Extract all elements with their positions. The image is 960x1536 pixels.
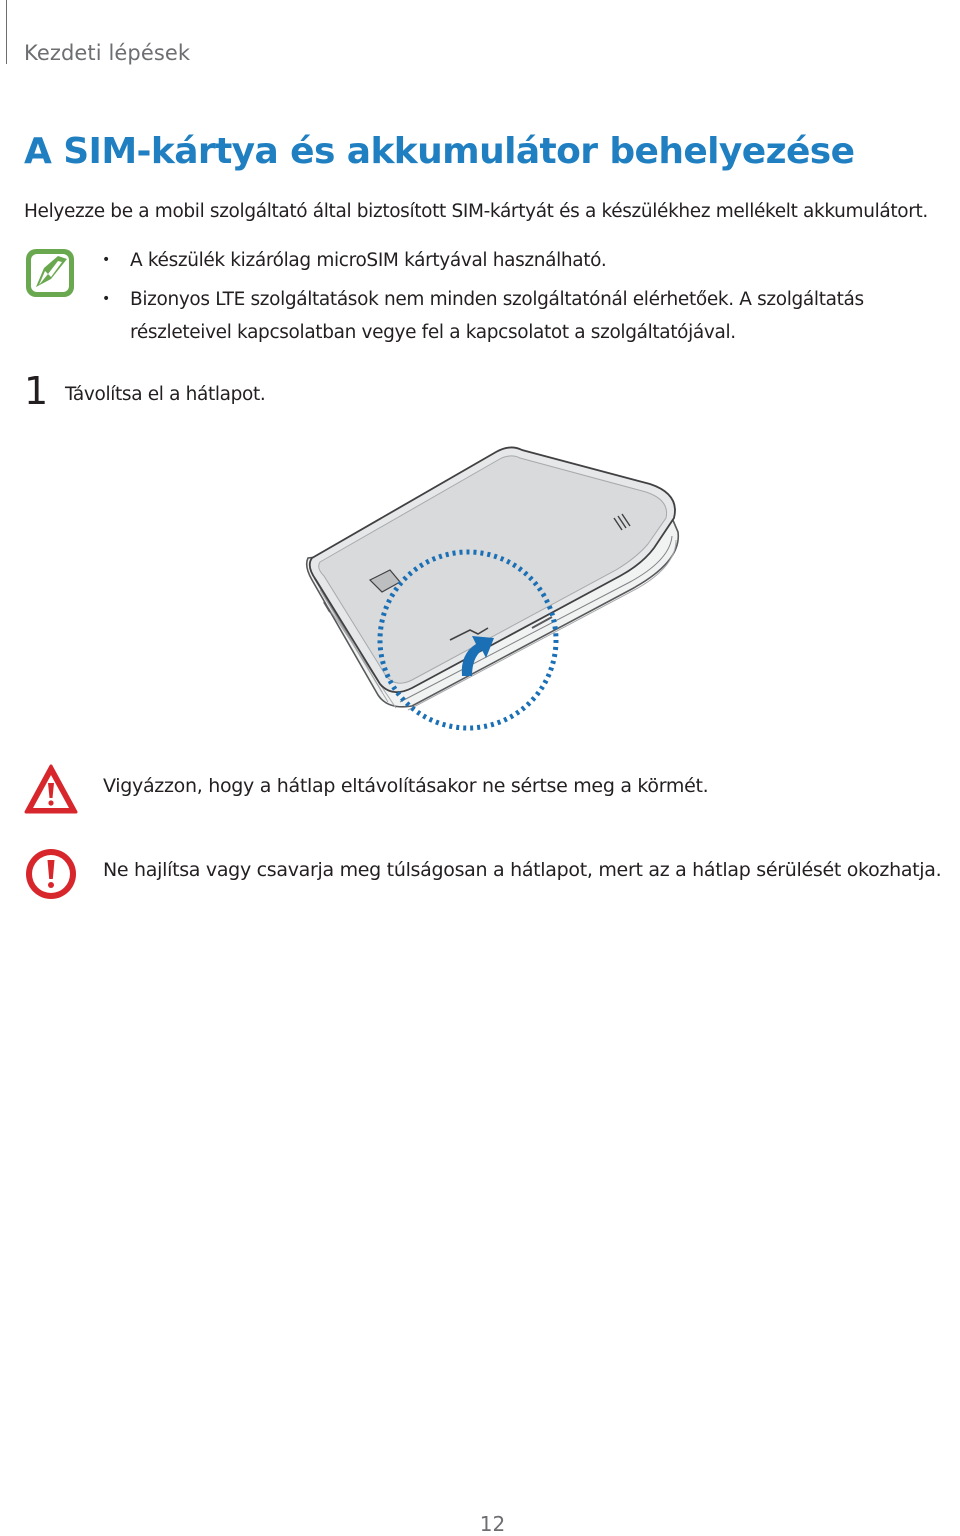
warning-text: Vigyázzon, hogy a hátlap eltávolításakor ne sértse meg a körmét. [103,775,709,797]
step-1 [24,369,924,419]
bullet-icon: • [102,291,110,307]
warning-2 [24,847,942,907]
note-item-text: Bizonyos LTE szolgáltatások nem minden szolgáltatónál elérhetőek. A szolgáltatás részleteivel kapcsolatban vegye fel a kapcsolatot a szolgáltatójával. [130,289,864,343]
warning-triangle-icon [24,763,78,817]
page-number: 12 [479,1512,506,1536]
warning-1 [24,763,934,823]
section-header: Kezdeti lépések [24,41,191,65]
caution-circle-icon [24,847,78,901]
note-item [100,244,920,277]
page-corner-line [6,0,7,64]
page-title: A SIM-kártya és akkumulátor behelyezése [24,131,855,172]
warning-text: Ne hajlítsa vagy csavarja meg túlságosan a hátlapot, mert az a hátlap sérülését okozhatja. [103,859,942,881]
step-text: Távolítsa el a hátlapot. [65,384,266,405]
note-list [100,244,920,355]
note-pencil-icon [24,247,76,299]
note-item [100,283,920,349]
phone-back-cover-illustration [300,440,690,740]
bullet-icon: • [102,252,110,268]
step-number: 1 [24,369,49,413]
intro-text: Helyezze be a mobil szolgáltató által biztosított SIM-kártyát és a készülékhez mellékelt akkumulátort. [24,201,928,222]
note-item-text: A készülék kizárólag microSIM kártyával használható. [130,250,607,271]
